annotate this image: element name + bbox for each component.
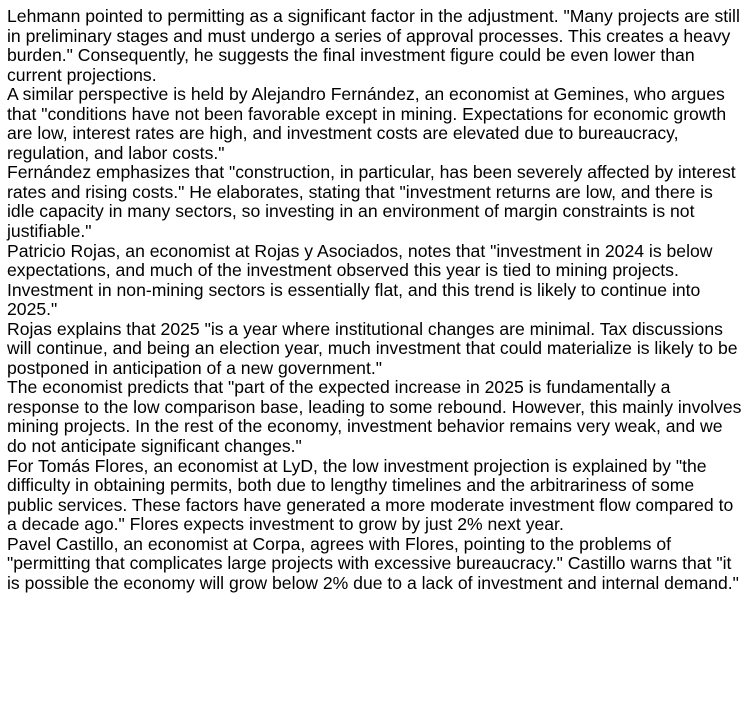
paragraph-flores: For Tomás Flores, an economist at LyD, the low investment projection is explained by "the difficulty in obtaining permits, both due to lengthy timelines and the arbitrariness of some public services. These factors have generated a more moderate investment flow compared to a decade ago." Flores expects investment to grow by just 2% next year.: [7, 455, 734, 535]
paragraph-fernandez-perspective: A similar perspective is held by Alejandro Fernández, an economist at Gemines, who argues that "conditions have not been favorable except in mining. Expectations for economic growth are low, interest rates are high, and investment costs are elevated due to bureaucracy, regulation, and labor costs.": [7, 84, 727, 163]
paragraph-economist-prediction: The economist predicts that "part of the expected increase in 2025 is fundamentally a response to the low comparison base, leading to some rebound. However, this mainly involves mining projects. In the rest of the economy, investment behavior remains very weak, and we do not anticipate significant changes.": [7, 377, 742, 457]
paragraph-lehmann-permitting: Lehmann pointed to permitting as a significant factor in the adjustment. "Many projects are still in preliminary stages and must undergo a series of approval processes. This creates a heavy burden." Consequently, he suggests the final investment figure could be even lower than current projections.: [7, 6, 740, 85]
paragraph-castillo: Pavel Castillo, an economist at Corpa, agrees with Flores, pointing to the problems of "permitting that complicates large projects with excessive bureaucracy." Castillo warns that "it is possible the economy will grow below 2% due to a lack of investment and internal demand.": [7, 533, 739, 593]
paragraph-rojas-2024: Patricio Rojas, an economist at Rojas y Asociados, notes that "investment in 2024 is below expectations, and much of the investment observed this year is tied to mining projects. Investment in non-mining sectors is essentially flat, and this trend is likely to continue into 2025.": [7, 240, 713, 320]
paragraph-fernandez-construction: Fernández emphasizes that "construction, in particular, has been severely affected by interest rates and rising costs." He elaborates, stating that "investment returns are low, and there is idle capacity in many sectors, so investing in an environment of margin constraints is not justifiable.": [7, 162, 736, 242]
paragraph-rojas-2025: Rojas explains that 2025 "is a year where institutional changes are minimal. Tax discussions will continue, and being an election year, much investment that could materialize is likely to be postponed in anticipation of a new government.": [7, 318, 738, 378]
